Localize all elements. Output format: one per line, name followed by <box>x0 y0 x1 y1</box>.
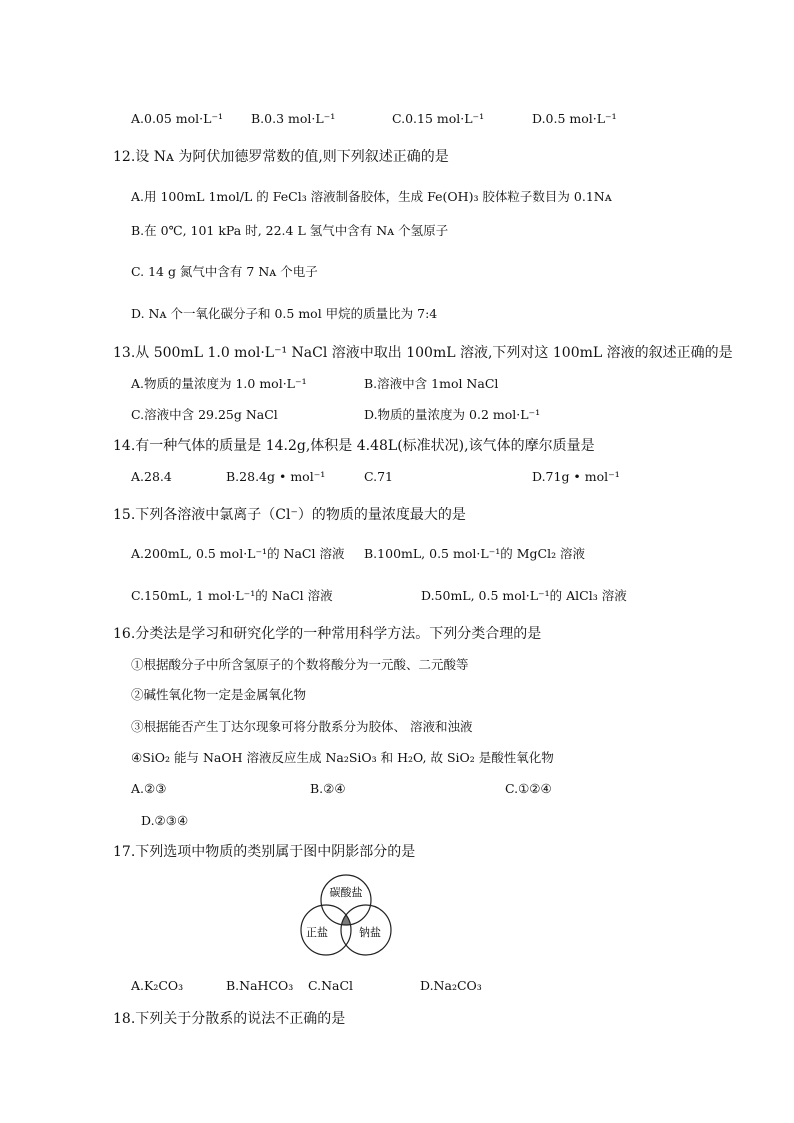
q16-stem: 16.分类法是学习和研究化学的一种常用科学方法。下列分类合理的是 <box>113 626 542 642</box>
q17-option-a: A.K₂CO₃ <box>131 978 184 993</box>
q14-option-a: A.28.4 <box>131 469 172 484</box>
q14-stem: 14.有一种气体的质量是 14.2g,体积是 4.48L(标准状况),该气体的摩尔质量是 <box>113 438 595 454</box>
q11-option-b: B.0.3 mol·L⁻¹ <box>251 111 336 126</box>
q11-option-a: A.0.05 mol·L⁻¹ <box>131 111 224 126</box>
q18-stem: 18.下列关于分散系的说法不正确的是 <box>113 1011 346 1027</box>
q16-statement-2: ②碱性氧化物一定是金属氧化物 <box>131 687 307 702</box>
q12-option-b: B.在 0℃, 101 kPa 时, 22.4 L 氢气中含有 Nᴀ 个氢原子 <box>131 223 449 238</box>
q11-option-d: D.0.5 mol·L⁻¹ <box>532 111 617 126</box>
q15-option-c: C.150mL, 1 mol·L⁻¹的 NaCl 溶液 <box>131 588 333 603</box>
venn-diagram <box>295 872 395 962</box>
q16-statement-3: ③根据能否产生丁达尔现象可将分散系分为胶体、 溶液和浊液 <box>131 719 473 734</box>
q17-option-c: C.NaCl <box>308 978 354 993</box>
q13-stem: 13.从 500mL 1.0 mol·L⁻¹ NaCl 溶液中取出 100mL 溶液,下列对这 100mL 溶液的叙述正确的是 <box>113 345 733 361</box>
q16-option-d: D.②③④ <box>141 813 189 828</box>
q13-option-d: D.物质的量浓度为 0.2 mol·L⁻¹ <box>364 407 541 422</box>
q14-option-c: C.71 <box>364 469 393 484</box>
q17-option-b: B.NaHCO₃ <box>226 978 294 993</box>
q14-option-b: B.28.4g • mol⁻¹ <box>226 469 326 484</box>
q16-option-b: B.②④ <box>310 781 346 796</box>
venn-svg <box>295 872 395 962</box>
q12-option-d: D. Nᴀ 个一氧化碳分子和 0.5 mol 甲烷的质量比为 7:4 <box>131 306 438 321</box>
q11-option-c: C.0.15 mol·L⁻¹ <box>392 111 485 126</box>
q16-statement-4: ④SiO₂ 能与 NaOH 溶液反应生成 Na₂SiO₃ 和 H₂O, 故 SiO₂ 是酸性氧化物 <box>131 750 554 765</box>
q16-option-c: C.①②④ <box>505 781 552 796</box>
q16-statement-1: ①根据酸分子中所含氢原子的个数将酸分为一元酸、二元酸等 <box>131 657 469 672</box>
q17-option-d: D.Na₂CO₃ <box>420 978 482 993</box>
q12-stem: 12.设 Nᴀ 为阿伏加德罗常数的值,则下列叙述正确的是 <box>113 149 449 165</box>
q16-option-a: A.②③ <box>131 781 167 796</box>
q12-option-c: C. 14 g 氮气中含有 7 Nᴀ 个电子 <box>131 264 318 279</box>
q15-option-a: A.200mL, 0.5 mol·L⁻¹的 NaCl 溶液 <box>131 546 345 561</box>
q15-stem: 15.下列各溶液中氯离子（Cl⁻）的物质的量浓度最大的是 <box>113 507 466 523</box>
venn-label-right: 钠盐 <box>359 926 381 939</box>
venn-label-left: 正盐 <box>306 926 328 939</box>
q13-option-c: C.溶液中含 29.25g NaCl <box>131 407 278 422</box>
q13-option-b: B.溶液中含 1mol NaCl <box>364 376 499 391</box>
q15-option-d: D.50mL, 0.5 mol·L⁻¹的 AlCl₃ 溶液 <box>421 588 627 603</box>
q14-option-d: D.71g • mol⁻¹ <box>532 469 620 484</box>
venn-label-top: 碳酸盐 <box>329 886 363 899</box>
q12-option-a: A.用 100mL 1mol/L 的 FeCl₃ 溶液制备胶体，生成 Fe(OH)₃ 胶体粒子数目为 0.1Nᴀ <box>131 189 612 204</box>
q15-option-b: B.100mL, 0.5 mol·L⁻¹的 MgCl₂ 溶液 <box>364 546 586 561</box>
q17-stem: 17.下列选项中物质的类别属于图中阴影部分的是 <box>113 844 416 860</box>
q13-option-a: A.物质的量浓度为 1.0 mol·L⁻¹ <box>131 376 307 391</box>
